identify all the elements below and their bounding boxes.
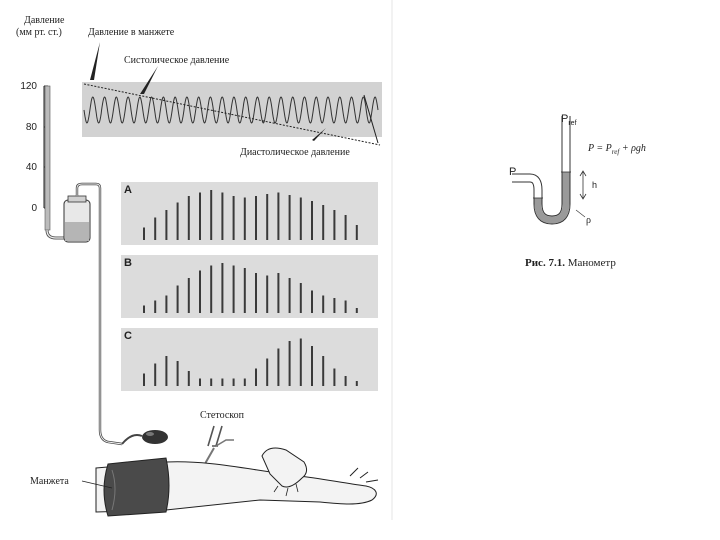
panel-c-bar: [289, 341, 291, 386]
panel-b-letter: B: [124, 257, 132, 269]
panel-a-bar: [277, 193, 279, 241]
panel-a-bar: [289, 195, 291, 240]
panel-c-bar: [356, 381, 358, 386]
panel-b-bar: [289, 278, 291, 313]
diastolic-pressure-label: Диастолическое давление: [240, 147, 350, 158]
panel-b-bar: [255, 273, 257, 313]
formula-subscript: ref: [611, 148, 620, 156]
panel-b-bar: [266, 276, 268, 314]
cuff-pressure-label: Давление в манжете: [88, 27, 175, 38]
panel-b-bar: [356, 308, 358, 313]
p-ref-subscript: ref: [568, 120, 577, 128]
panel-b-bar: [300, 283, 302, 313]
mercury-column: [45, 86, 50, 230]
u-tube-manometer: [512, 116, 586, 220]
tick-120: 120: [20, 81, 37, 92]
cuff: [104, 458, 169, 516]
panel-c-bar: [233, 379, 235, 387]
panel-a-bar: [255, 196, 257, 240]
panel-a-bg: [121, 182, 378, 245]
panel-b-bar: [322, 296, 324, 314]
panel-c-bar: [199, 379, 201, 387]
panel-c-bar: [210, 379, 212, 387]
panel-b-bar: [311, 291, 313, 314]
panel-b-bar: [199, 271, 201, 314]
panel-a-bar: [333, 210, 335, 240]
panel-b-bar: [221, 263, 223, 313]
panel-a-bar: [322, 205, 324, 240]
panel-a-bar: [221, 193, 223, 241]
panel-a-bar: [311, 201, 313, 240]
panel-c-bar: [300, 339, 302, 387]
panel-b-bar: [188, 278, 190, 313]
panel-c-bar: [143, 374, 145, 387]
manometer-p-label: P: [509, 166, 517, 178]
panel-a-bar: [210, 190, 212, 240]
panel-c-bar: [345, 376, 347, 386]
panel-b-bar: [244, 268, 246, 313]
mercury-reservoir: [64, 196, 90, 242]
panel-c-bar: [177, 361, 179, 386]
panel-c-bar: [266, 359, 268, 387]
tick-80: 80: [25, 122, 37, 133]
pressure-axis-title-line1: Давление: [24, 15, 65, 26]
panel-c-bar: [154, 364, 156, 387]
panel-a-bar: [177, 203, 179, 241]
figure-caption: [525, 257, 616, 269]
panel-a-bar: [188, 196, 190, 240]
panel-a-bar: [154, 218, 156, 241]
panel-c-bar: [311, 346, 313, 386]
panel-c-bg: [121, 328, 378, 391]
manometer-formula: [588, 143, 646, 158]
figure-caption-text: Манометр: [564, 257, 616, 269]
panel-c-letter: C: [124, 330, 132, 342]
manometer-rho-label: ρ: [586, 215, 591, 226]
formula-lhs: P = P: [588, 143, 612, 154]
panel-b-bar: [233, 266, 235, 314]
panel-b-bg: [121, 255, 378, 318]
panel-c-bar: [244, 379, 246, 387]
panel-b-bar: [154, 301, 156, 314]
cuff-label: Манжета: [30, 476, 69, 487]
panel-c-bar: [188, 371, 190, 386]
pressure-axis-title-line2: (мм рт. ст.): [16, 27, 62, 38]
panel-b-bar: [333, 298, 335, 313]
tick-40: 40: [25, 162, 37, 173]
pump-bulb: [122, 430, 168, 444]
panel-a-bar: [143, 228, 145, 241]
panel-c-bar: [322, 356, 324, 386]
panel-c-bar: [165, 356, 167, 386]
panel-a-letter: A: [124, 184, 132, 196]
figure-caption-number: Рис. 7.1.: [525, 257, 565, 269]
panel-a-bar: [266, 194, 268, 240]
p-ref-main: P: [561, 113, 569, 125]
panel-b-bar: [345, 301, 347, 314]
panel-a-bar: [300, 198, 302, 241]
panel-c-bar: [277, 349, 279, 387]
panel-a-bar: [345, 215, 347, 240]
systolic-pressure-label: Систолическое давление: [124, 55, 230, 66]
stethoscope-label: Стетоскоп: [200, 410, 244, 421]
cuff-pressure-pointer: [90, 42, 100, 80]
panel-a-bar: [233, 196, 235, 240]
panel-b-bar: [210, 266, 212, 314]
manometer-p-ref-label: [561, 114, 577, 129]
panel-c-bar: [255, 369, 257, 387]
panel-a-bar: [199, 193, 201, 241]
formula-rhs: + ρgh: [619, 143, 646, 154]
manometer-h-label: h: [592, 180, 598, 190]
panel-a-bar: [165, 210, 167, 240]
panel-b-bar: [165, 296, 167, 314]
panel-a-bar: [356, 225, 358, 240]
panel-a-bar: [244, 198, 246, 241]
panel-c-bar: [221, 379, 223, 387]
panel-b-bar: [277, 273, 279, 313]
tick-0: 0: [31, 203, 37, 214]
panel-b-bar: [143, 306, 145, 314]
panel-c-bar: [333, 369, 335, 387]
panel-b-bar: [177, 286, 179, 314]
